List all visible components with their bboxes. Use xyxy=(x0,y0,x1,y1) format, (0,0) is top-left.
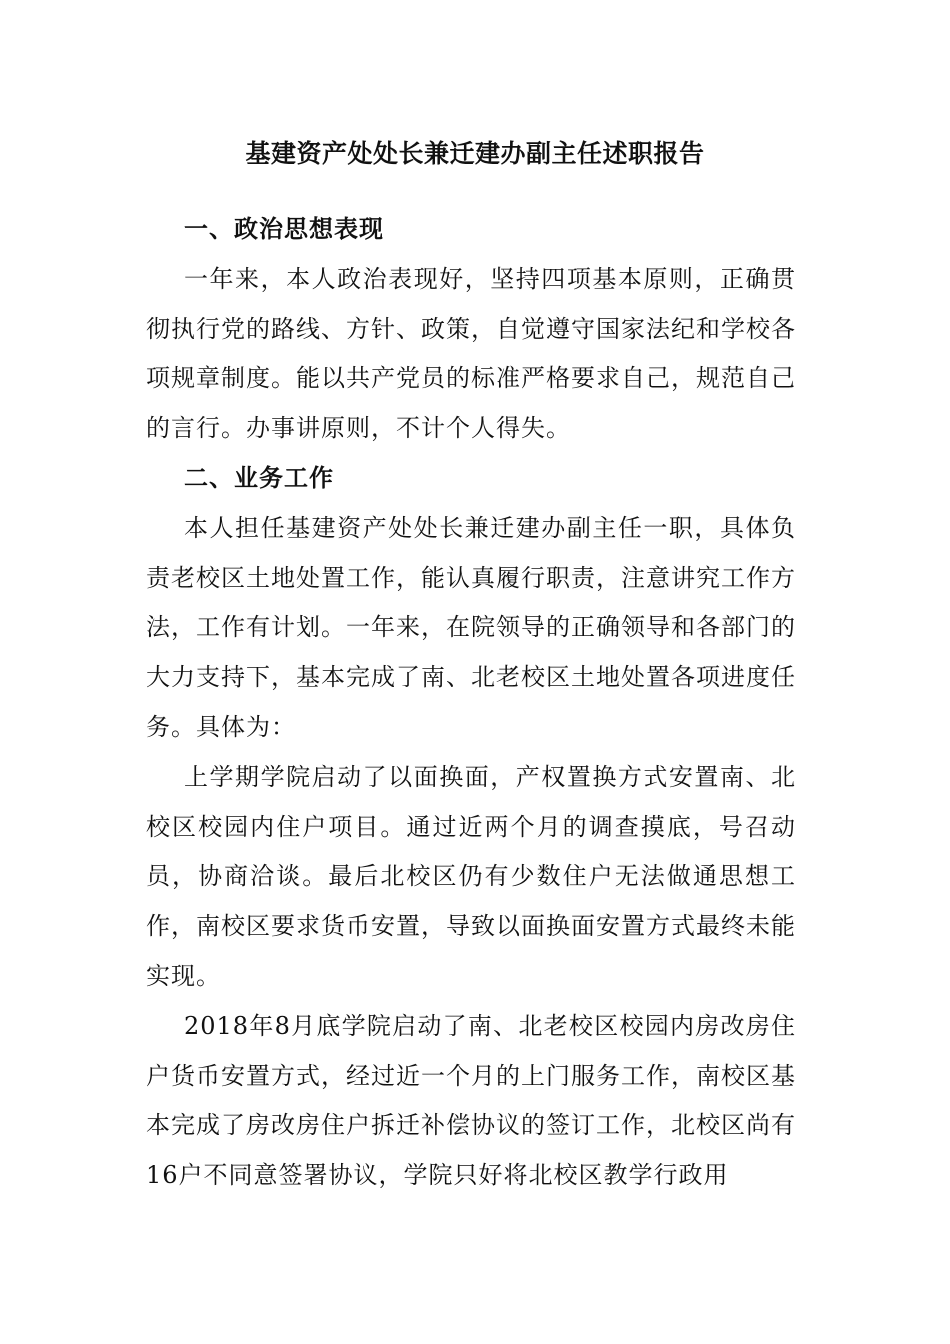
paragraph: 本人担任基建资产处处长兼迁建办副主任一职，具体负责老校区土地处置工作，能认真履行职责，注意讲究工作方法，工作有计划。一年来，在院领导的正确领导和各部门的大力支持下，基本完成了南、北老校区土地处置各项进度任务。具体为： xyxy=(146,513,796,741)
paragraph: 上学期学院启动了以面换面，产权置换方式安置南、北校区校园内住户项目。通过近两个月的调查摸底，号召动员，协商洽谈。最后北校区仍有少数住户无法做通思想工作，南校区要求货币安置，导致以面换面安置方式最终未能实现。 xyxy=(146,762,796,990)
section-business xyxy=(146,454,796,1201)
document-body xyxy=(146,205,796,1201)
document-title: 基建资产处处长兼迁建办副主任述职报告 xyxy=(245,139,705,168)
section-political xyxy=(146,205,796,454)
paragraph: 2018年8月底学院启动了南、北老校区校园内房改房住户货币安置方式，经过近一个月的上门服务工作，南校区基本完成了房改房住户拆迁补偿协议的签订工作，北校区尚有16户不同意签署协议，学院只好将北校区教学行政用 xyxy=(146,1011,796,1190)
section-heading: 二、业务工作 xyxy=(184,463,334,492)
paragraph: 一年来，本人政治表现好，坚持四项基本原则，正确贯彻执行党的路线、方针、政策，自觉遵守国家法纪和学校各项规章制度。能以共产党员的标准严格要求自己，规范自己的言行。办事讲原则，不计个人得失。 xyxy=(146,264,796,443)
section-heading: 一、政治思想表现 xyxy=(184,215,384,243)
